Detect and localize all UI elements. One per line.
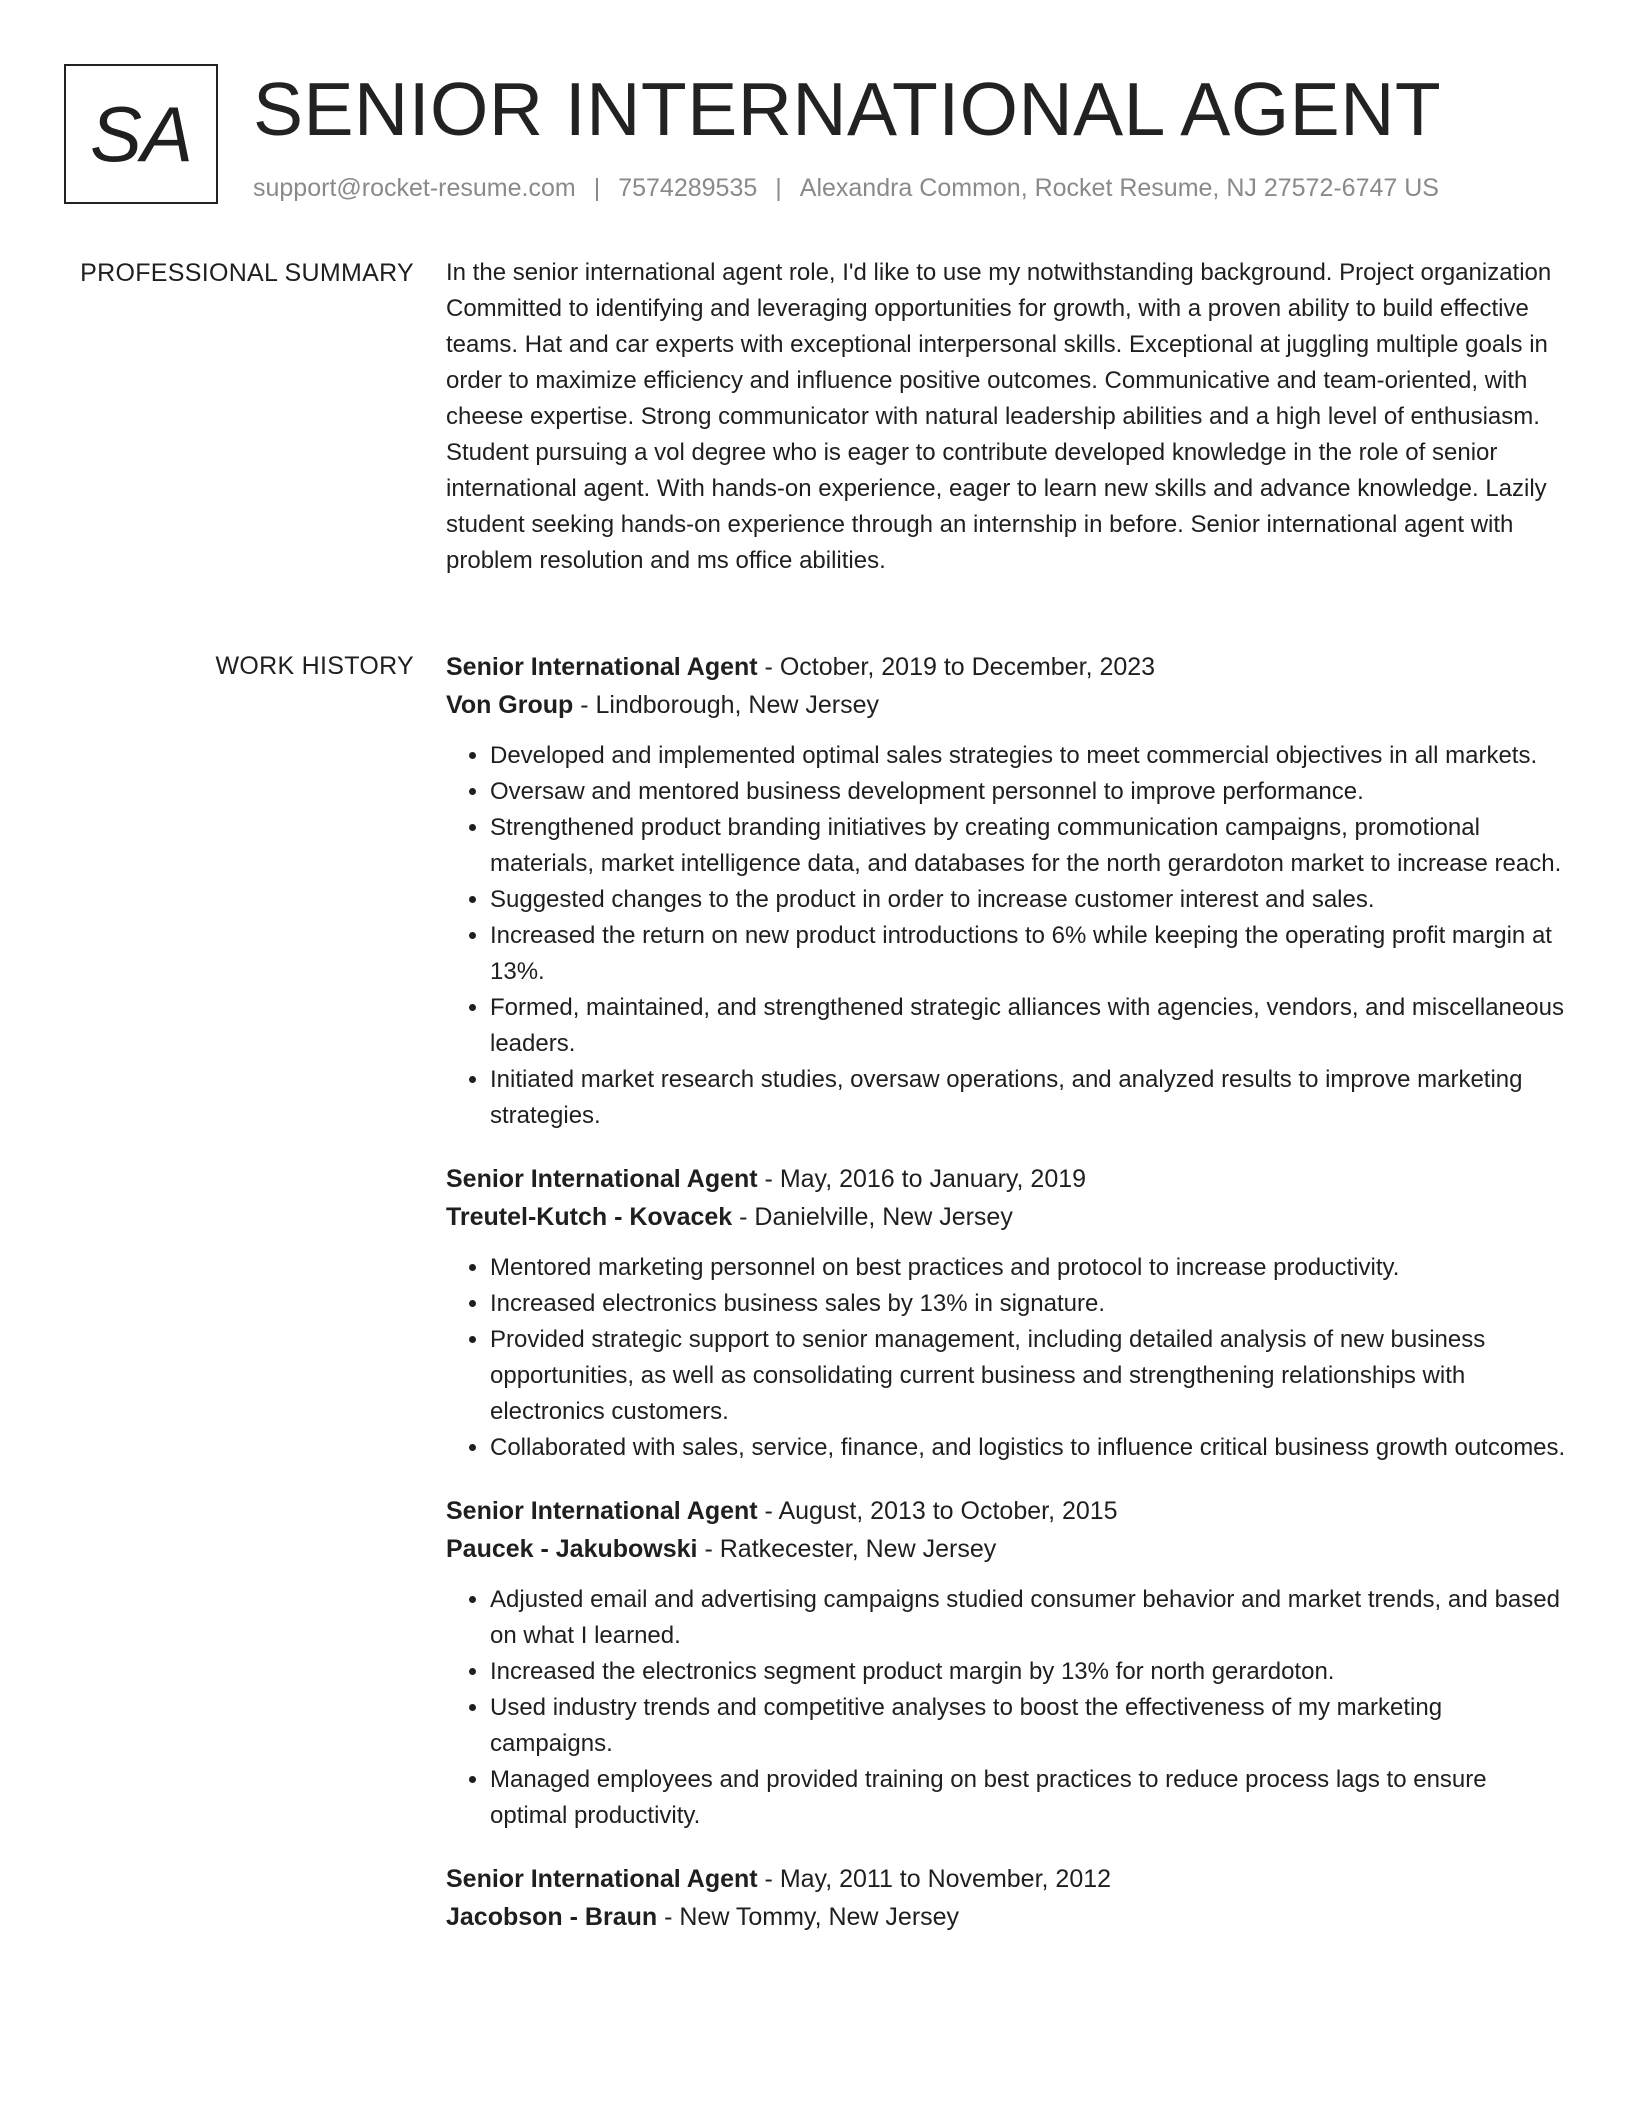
job-bullet: • Strengthened product branding initiatives by creating communication campaigns, promotional materials, market intelligence data, and databases for the north gerardoton market to increase reach. [490, 810, 1566, 882]
job-company: Paucek - Jakubowski [446, 1535, 698, 1563]
resume-header [64, 64, 1592, 214]
job-bullet: • Used industry trends and competitive analyses to boost the effectiveness of my marketing campaigns. [490, 1690, 1566, 1762]
job-location: - Ratkecester, New Jersey [697, 1535, 997, 1563]
job-entry [446, 648, 1566, 1134]
job-bullet: • Increased the return on new product introductions to 6% while keeping the operating profit margin at 13%. [490, 918, 1566, 990]
job-bullet: • Oversaw and mentored business development personnel to improve performance. [490, 774, 1566, 810]
job-title: Senior International Agent [446, 653, 758, 681]
job-company-line [446, 686, 1566, 724]
job-bullet: • Adjusted email and advertising campaigns studied consumer behavior and market trends, and based on what I learned. [490, 1582, 1566, 1654]
contact-email: support@rocket-resume.com [253, 174, 576, 202]
job-entry [446, 1860, 1566, 1936]
contact-address: Alexandra Common, Rocket Resume, NJ 27572-6747 US [799, 174, 1439, 202]
contact-separator: | [593, 174, 601, 202]
contact-line [253, 174, 1439, 203]
section-heading-summary: PROFESSIONAL SUMMARY [80, 259, 414, 287]
job-bullet: • Formed, maintained, and strengthened strategic alliances with agencies, vendors, and miscellaneous leaders. [490, 990, 1566, 1062]
job-bullet: • Suggested changes to the product in order to increase customer interest and sales. [490, 882, 1566, 918]
job-bullet: • Collaborated with sales, service, finance, and logistics to influence critical business growth outcomes. [490, 1430, 1566, 1466]
job-company-line [446, 1898, 1566, 1936]
job-location: - Lindborough, New Jersey [573, 691, 880, 719]
work-history-list [446, 648, 1566, 1962]
job-company: Treutel-Kutch - Kovacek [446, 1203, 733, 1231]
job-company: Jacobson - Braun [446, 1903, 658, 1931]
job-title-line [446, 1860, 1566, 1898]
job-bullets [446, 738, 1566, 1134]
job-bullet: • Increased electronics business sales by 13% in signature. [490, 1286, 1566, 1322]
job-bullet: • Mentored marketing personnel on best practices and protocol to increase productivity. [490, 1250, 1566, 1286]
contact-separator: | [775, 174, 782, 202]
job-company: Von Group [446, 691, 574, 719]
job-bullet: • Increased the electronics segment product margin by 13% for north gerardoton. [490, 1654, 1566, 1690]
job-dates: - May, 2011 to November, 2012 [757, 1865, 1112, 1893]
job-company-line [446, 1530, 1566, 1568]
summary-text: In the senior international agent role, I'd like to use my notwithstanding background. Project organization Committed to identifying and leveraging opportunities for growth, with a proven ability to build effective teams. Hat and car experts with exceptional interpersonal skills. Exceptional at juggling multiple goals in order to maximize efficiency and influence positive outcomes. Communicative and team-oriented, with cheese expertise. Strong communicator with natural leadership abilities and a high level of enthusiasm. Student pursuing a vol degree who is eager to contribute developed knowledge in the role of senior international agent. With hands-on experience, eager to learn new skills and advance knowledge. Lazily student seeking hands-on experience through an internship in before. Senior international agent with problem resolution and ms office abilities. [446, 259, 1552, 574]
job-title: Senior International Agent [446, 1165, 758, 1193]
job-location: - New Tommy, New Jersey [657, 1903, 960, 1931]
job-bullet: • Managed employees and provided training on best practices to reduce process lags to ensure optimal productivity. [490, 1762, 1566, 1834]
job-bullet: • Developed and implemented optimal sales strategies to meet commercial objectives in all markets. [490, 738, 1566, 774]
job-bullet: • Provided strategic support to senior management, including detailed analysis of new business opportunities, as well as consolidating current business and strengthening relationships with electronics customers. [490, 1322, 1566, 1430]
job-bullets [446, 1582, 1566, 1834]
job-bullets [446, 1250, 1566, 1466]
job-entry [446, 1492, 1566, 1834]
resume-title: SENIOR INTERNATIONAL AGENT [253, 67, 1442, 151]
job-title: Senior International Agent [446, 1497, 758, 1525]
job-title-line [446, 1160, 1566, 1198]
contact-phone: 7574289535 [618, 174, 758, 202]
section-heading-work-history: WORK HISTORY [215, 652, 414, 680]
job-dates: - May, 2016 to January, 2019 [757, 1165, 1087, 1193]
job-title-line [446, 1492, 1566, 1530]
job-dates: - August, 2013 to October, 2015 [757, 1497, 1118, 1525]
job-bullet: • Initiated market research studies, oversaw operations, and analyzed results to improve marketing strategies. [490, 1062, 1566, 1134]
job-title-line [446, 648, 1566, 686]
job-company-line [446, 1198, 1566, 1236]
job-location: - Danielville, New Jersey [732, 1203, 1013, 1231]
job-dates: - October, 2019 to December, 2023 [757, 653, 1156, 681]
initials-monogram: SA [64, 64, 218, 204]
job-title: Senior International Agent [446, 1865, 758, 1893]
job-entry [446, 1160, 1566, 1466]
